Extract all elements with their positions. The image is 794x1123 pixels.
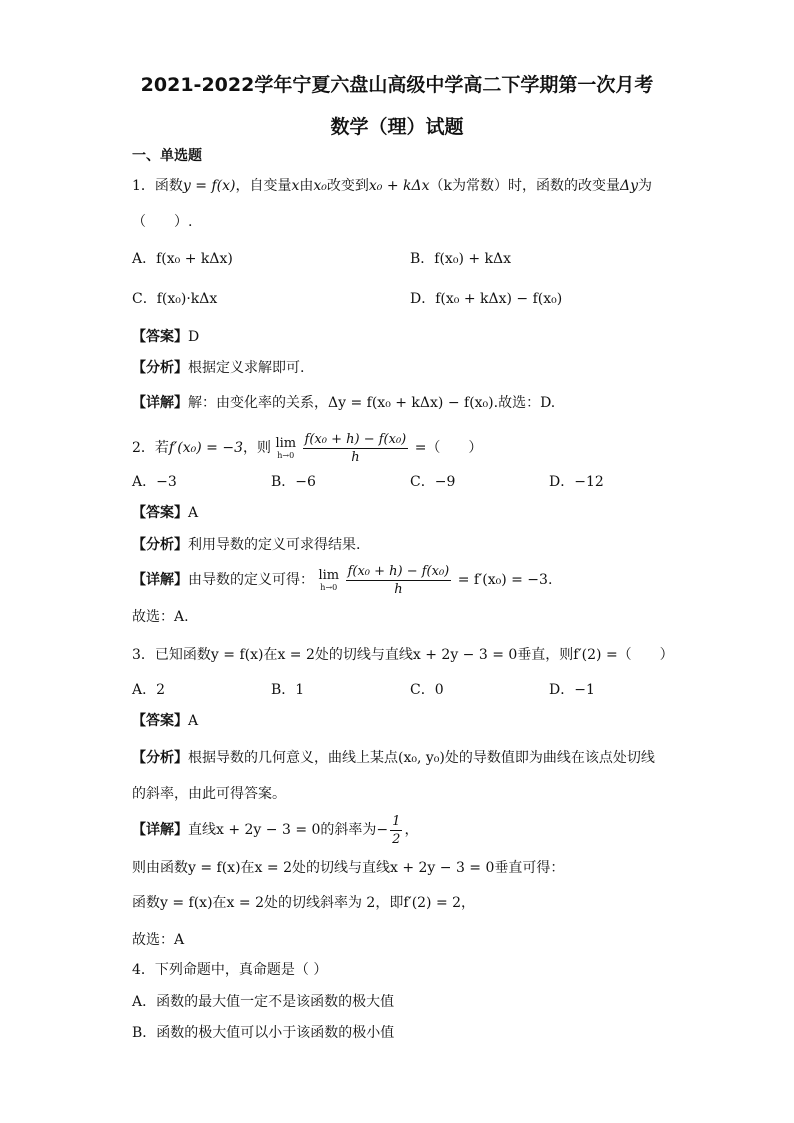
q2-detail-frac-den: h xyxy=(394,581,403,597)
q2-limit xyxy=(275,437,296,460)
q2-stem-cond: f′(x₀) = −3 xyxy=(168,440,243,456)
q1-stem-mid1: ，自变量 xyxy=(235,178,292,194)
q2-analysis xyxy=(132,535,360,555)
q3-detail-line3: 函数y = f(x)在x = 2处的切线斜率为 2，即f′(2) = 2， xyxy=(132,895,476,911)
q1-stem-x: x xyxy=(291,178,300,194)
q1-stem xyxy=(132,176,652,196)
q2-stem-mid: ，则 xyxy=(242,440,271,456)
q2-detail-fraction xyxy=(346,563,452,598)
q1-answer-value: D xyxy=(188,329,200,345)
q1-stem-mid3: 改变到 xyxy=(326,178,369,194)
q3-option-c: C．0 xyxy=(410,682,444,698)
q1-analysis-tag: 【分析】 xyxy=(132,360,188,376)
q1-stem-target: x₀ + kΔx xyxy=(368,178,430,194)
q3-detail-tag: 【详解】 xyxy=(132,822,188,838)
q3-detail xyxy=(132,812,418,848)
q2-frac-den: h xyxy=(351,449,360,465)
section-header: 一、单选题 xyxy=(132,148,202,164)
q1-option-d: D．f(x₀ + kΔx) − f(x₀) xyxy=(410,291,563,307)
q3-analysis-line1: 根据导数的几何意义，曲线上某点(x₀, y₀)处的导数值即为曲线在该点处切线 xyxy=(188,750,655,766)
q1-detail-text: 解：由变化率的关系，Δy = f(x₀ + kΔx) − f(x₀).故选：D. xyxy=(188,395,556,411)
q1-stem-prefix: 1．函数 xyxy=(132,178,183,194)
q1-detail xyxy=(132,393,555,413)
q3-option-b: B．1 xyxy=(271,682,305,698)
q3-detail-frac-num: 1 xyxy=(392,813,401,829)
q4-option-a: A．函数的最大值一定不是该函数的极大值 xyxy=(132,994,395,1010)
q2-answer-tag: 【答案】 xyxy=(132,505,188,521)
q2-option-b: B．−6 xyxy=(271,474,316,490)
q2-frac-num: f(x₀ + h) − f(x₀) xyxy=(304,431,407,447)
q2-detail-pre: 由导数的定义可得： xyxy=(188,572,314,588)
q2-stem xyxy=(132,428,482,468)
q3-detail-post: ， xyxy=(404,822,419,838)
q2-stem-prefix: 2．若 xyxy=(132,440,169,456)
q3-detail-line2: 则由函数y = f(x)在x = 2处的切线与直线x + 2y − 3 = 0垂直可得： xyxy=(132,860,565,876)
q3-stem: 3．已知函数y = f(x)在x = 2处的切线与直线x + 2y − 3 = 0垂直，则f′(2) =（ ） xyxy=(132,647,674,663)
q2-fraction xyxy=(303,431,409,466)
q1-detail-tag: 【详解】 xyxy=(132,395,188,411)
q3-analysis xyxy=(132,748,655,768)
q3-detail-fraction xyxy=(390,813,402,848)
q1-option-b: B．f(x₀) + kΔx xyxy=(410,251,512,267)
q3-analysis-line2: 的斜率，由此可得答案。 xyxy=(132,786,286,802)
q2-analysis-text: 利用导数的定义可求得结果. xyxy=(188,537,361,553)
q2-conclusion: 故选：A. xyxy=(132,609,189,625)
document-title-line2: 数学（理）试题 xyxy=(330,116,464,138)
q2-detail xyxy=(132,560,552,600)
q1-analysis xyxy=(132,358,304,378)
q1-stem-dy: Δy xyxy=(620,178,639,194)
q1-stem-mid5: 为 xyxy=(638,178,653,194)
q3-option-a: A．2 xyxy=(132,682,166,698)
q3-detail-pre: 直线x + 2y − 3 = 0的斜率为− xyxy=(188,822,389,838)
q2-detail-end: = f′(x₀) = −3. xyxy=(457,572,553,588)
q1-option-c: C．f(x₀)·kΔx xyxy=(132,291,218,307)
q2-answer-value: A xyxy=(188,505,199,521)
q1-stem-x0: x₀ xyxy=(313,178,327,194)
q2-lim-sub: h→0 xyxy=(277,450,295,460)
q2-detail-lim-word: lim xyxy=(318,567,340,583)
q3-answer-tag: 【答案】 xyxy=(132,713,188,729)
q1-answer xyxy=(132,327,199,347)
q2-detail-tag: 【详解】 xyxy=(132,572,188,588)
q1-analysis-text: 根据定义求解即可. xyxy=(188,360,305,376)
q2-option-d: D．−12 xyxy=(549,474,604,490)
q1-stem-mid2: 由 xyxy=(299,178,314,194)
q2-analysis-tag: 【分析】 xyxy=(132,537,188,553)
q3-analysis-tag: 【分析】 xyxy=(132,750,188,766)
q2-option-c: C．−9 xyxy=(410,474,456,490)
q1-stem-line2: （ ）. xyxy=(132,214,193,230)
q2-option-a: A．−3 xyxy=(132,474,177,490)
q1-answer-tag: 【答案】 xyxy=(132,329,188,345)
q2-detail-limit xyxy=(318,569,339,592)
q2-detail-lim-sub: h→0 xyxy=(320,582,338,592)
q3-option-d: D．−1 xyxy=(549,682,595,698)
q3-answer-value: A xyxy=(188,713,199,729)
document-title-line1: 2021-2022学年宁夏六盘山高级中学高二下学期第一次月考 xyxy=(140,74,654,96)
q1-stem-mid4: （k为常数）时，函数的改变量 xyxy=(429,178,621,194)
q3-conclusion: 故选：A xyxy=(132,932,185,948)
q2-lim-word: lim xyxy=(275,435,297,451)
q2-stem-end: =（ ） xyxy=(414,440,483,456)
q3-answer xyxy=(132,711,198,731)
q1-option-a: A．f(x₀ + kΔx) xyxy=(132,251,233,267)
q4-option-b: B．函数的极大值可以小于该函数的极小值 xyxy=(132,1025,395,1041)
q1-stem-func: y = f(x) xyxy=(182,178,236,194)
q4-stem: 4．下列命题中，真命题是（ ） xyxy=(132,962,328,978)
q3-detail-frac-den: 2 xyxy=(392,831,401,847)
q2-detail-frac-num: f(x₀ + h) − f(x₀) xyxy=(347,563,450,579)
q2-answer xyxy=(132,503,198,523)
